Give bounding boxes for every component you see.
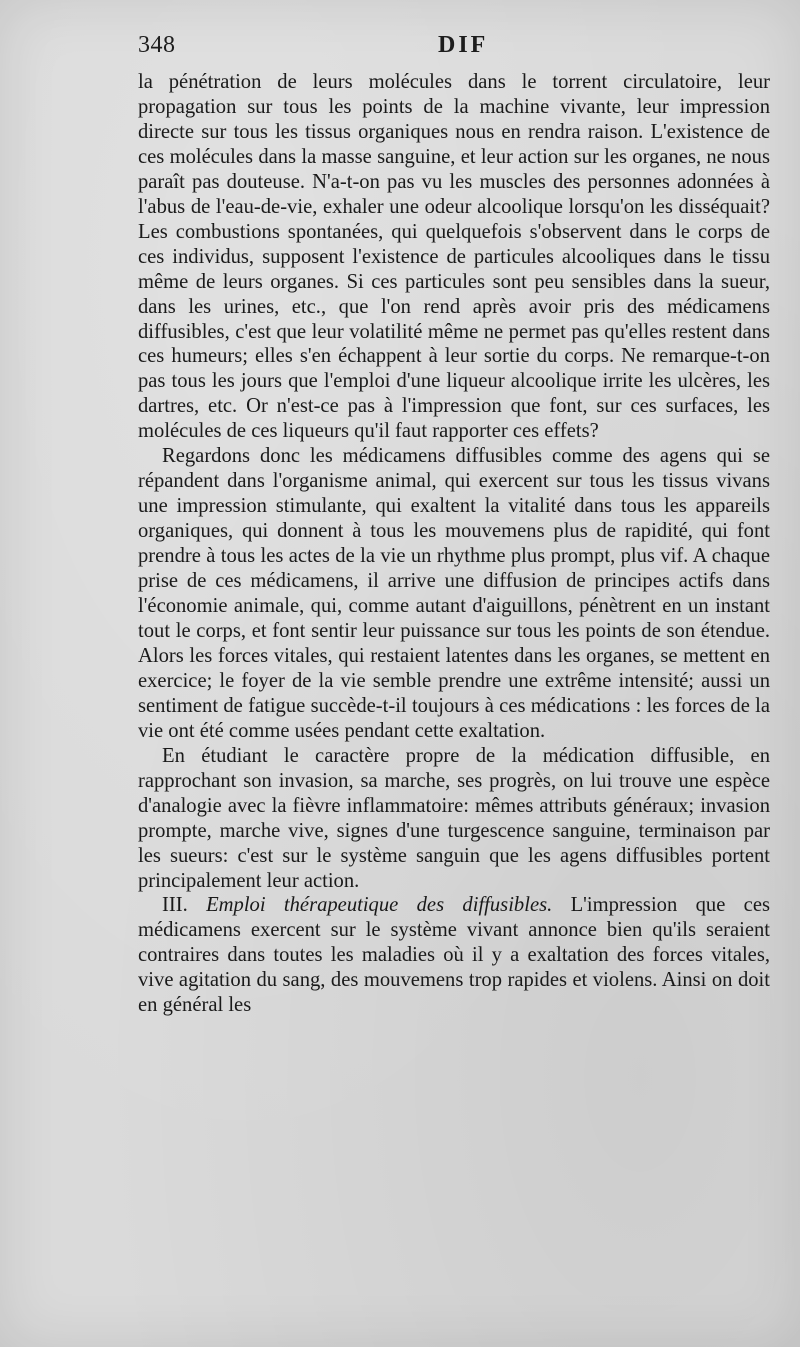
running-title: DIF [438,32,489,58]
paragraph-3: En étudiant le caractère propre de la médication diffusible, en rapprochant son invasion, sa marche, ses progrès, on lui trouve une espèce d'analogie avec la fièvre inflammatoire: mêmes attributs généraux; invasion prompte, marche vive, signes d'une turgescence sanguine, terminaison par les sueurs: c'est sur le système sanguin que les agens diffusibles portent principalement leur action. [138,744,770,892]
paragraph-2: Regardons donc les médicamens diffusibles comme des agens qui se répandent dans l'organisme animal, qui exercent sur tous les tissus vivans une impression stimulante, qui exaltent la vitalité dans tous les appareils organiques, qui donnent à tous les mouvemens plus de rapidité, qui font prendre à tous les actes de la vie un rhythme plus prompt, plus vif. A chaque prise de ces médicamens, il arrive une diffusion de principes actifs dans l'économie animale, qui, comme autant d'aiguillons, pénètrent en un instant tout le corps, et font sentir leur puissance sur tous les points de son étendue. Alors les forces vitales, qui restaient latentes dans les organes, se mettent en exercice; le foyer de la vie semble prendre une extrême intensité; aussi un sentiment de fatigue succède-t-il toujours à ces médications : les forces de la vie ont été comme usées pendant cette exaltation. [138,445,770,742]
section-title: Emploi thérapeutique des diffusibles. [206,894,553,917]
section-number: III. [162,894,188,917]
paragraph-4 [138,893,770,1018]
running-head [138,32,770,62]
body-text [138,70,770,1018]
paragraph-4-text: L'impression que ces médicamens exercent sur le système vivant annonce bien qu'ils seraient contraires dans toutes les maladies où il y a exaltation des forces vitales, vive agitation du sang, des mouvemens trop rapides et violens. Ainsi on doit en général les [138,894,770,1017]
page-number: 348 [138,32,176,58]
paragraph-1: la pénétration de leurs molécules dans le torrent circulatoire, leur propagation sur tous les points de la machine vivante, leur impression directe sur tous les tissus organiques nous en rendra raison. L'existence de ces molécules dans la masse sanguine, et leur action sur les organes, ne nous paraît pas douteuse. N'a-t-on pas vu les muscles des personnes adonnées à l'abus de l'eau-de-vie, exhaler une odeur alcoolique lorsqu'on les disséquait? Les combustions spontanées, qui quelquefois s'observent dans le corps de ces individus, supposent l'existence de particules alcooliques dans le tissu même de leurs organes. Si ces particules sont peu sensibles dans la sueur, dans les urines, etc., que l'on rend après avoir pris des médicamens diffusibles, c'est que leur volatilité même ne permet pas qu'elles restent dans ces humeurs; elles s'en échappent à leur sortie du corps. Ne remarque-t-on pas tous les jours que l'emploi d'une liqueur alcoolique irrite les ulcères, les dartres, etc. Or n'est-ce pas à l'impression que font, sur ces surfaces, les molécules de ces liqueurs qu'il faut rapporter ces effets? [138,71,770,443]
